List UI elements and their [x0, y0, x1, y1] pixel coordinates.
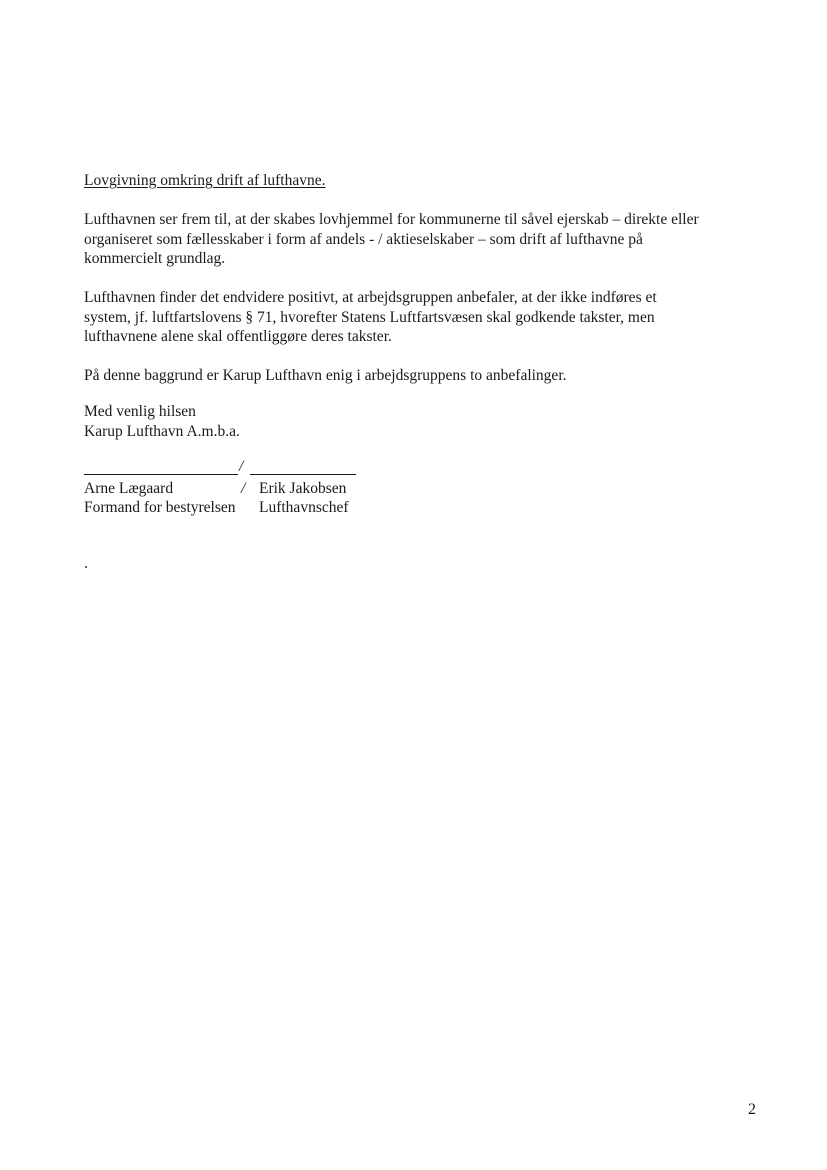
signatory-right-title: Lufthavnschef — [259, 499, 349, 516]
signatory-left-name: Arne Lægaard — [84, 480, 174, 497]
signature-separator: / — [239, 458, 244, 475]
page-number: 2 — [748, 1101, 756, 1118]
section-heading: Lovgivning omkring drift af lufthavne. — [84, 172, 326, 189]
closing-organization: Karup Lufthavn A.m.b.a. — [84, 422, 240, 440]
paragraph-line: Lufthavnen finder det endvidere positivt, at arbejdsgruppen anbefaler, at der ikke indføres et — [84, 289, 657, 306]
signatory-left-title: Formand for bestyrelsen — [84, 499, 236, 516]
signature-separator: / — [241, 480, 246, 497]
paragraph-line: På denne baggrund er Karup Lufthavn enig i arbejdsgruppens to anbefalinger. — [84, 367, 567, 384]
paragraph-line: organiseret som fællesskaber i form af andels - / aktieselskaber – som drift af lufthavne på — [84, 230, 643, 248]
signature-line-left — [84, 474, 238, 475]
paragraph-conclusion — [84, 366, 784, 386]
paragraph-line: kommercielt grundlag. — [84, 250, 226, 267]
paragraph-ownership — [84, 210, 784, 269]
signature-line-right — [250, 474, 356, 475]
signatory-right-name: Erik Jakobsen — [259, 480, 347, 497]
paragraph-line: lufthavnene alene skal offentliggøre deres takster. — [84, 328, 392, 345]
paragraph-tariffs — [84, 288, 784, 347]
stray-dot — [85, 566, 87, 568]
paragraph-line: Lufthavnen ser frem til, at der skabes lovhjemmel for kommunerne til såvel ejerskab – direkte eller — [84, 211, 699, 228]
paragraph-line: system, jf. luftfartslovens § 71, hvorefter Statens Luftfartsvæsen skal godkende takster, men — [84, 308, 655, 326]
closing-greeting: Med venlig hilsen — [84, 403, 196, 420]
closing-block — [84, 402, 784, 441]
